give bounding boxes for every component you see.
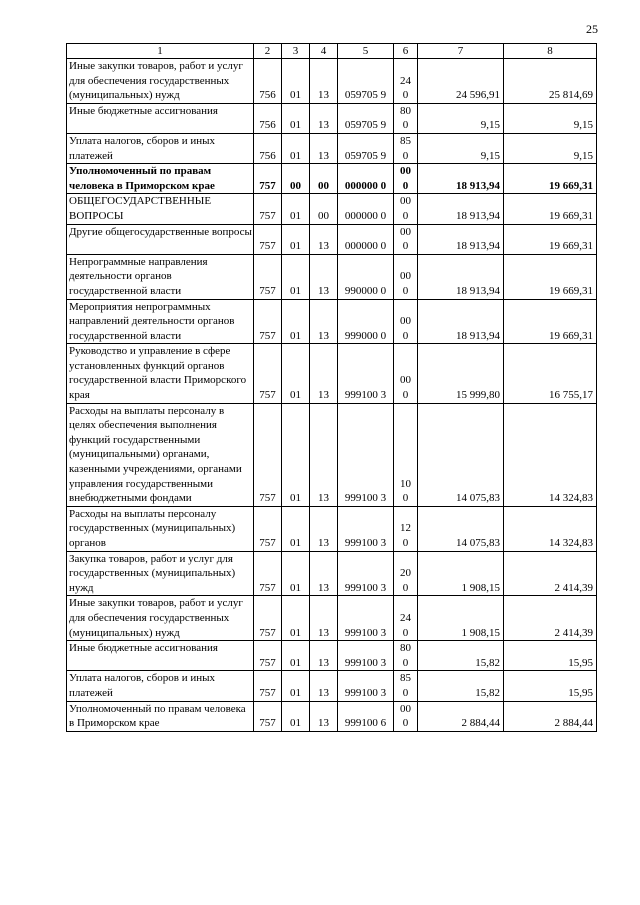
row-section-code: 01 bbox=[282, 59, 310, 104]
row-amount-col7: 1 908,15 bbox=[418, 596, 504, 641]
row-subsection-code: 13 bbox=[310, 671, 338, 701]
row-expense-type-part1: 85 bbox=[400, 672, 411, 685]
row-expense-type-part2: 0 bbox=[402, 179, 409, 192]
row-amount-col8: 19 669,31 bbox=[504, 164, 597, 194]
row-target-article-part2: 3 bbox=[380, 537, 387, 549]
row-amount-col7: 18 913,94 bbox=[418, 224, 504, 254]
row-target-article-part2: 0 bbox=[380, 284, 387, 297]
row-expense-type bbox=[394, 103, 418, 133]
row-section-code: 01 bbox=[282, 224, 310, 254]
row-target-article-part2: 0 bbox=[380, 329, 387, 342]
row-target-article bbox=[338, 299, 394, 344]
row-ministry-code: 757 bbox=[254, 671, 282, 701]
row-expense-type-part2: 0 bbox=[402, 581, 409, 594]
row-amount-col7: 18 913,94 bbox=[418, 254, 504, 299]
row-ministry-code: 757 bbox=[254, 596, 282, 641]
row-subsection-code: 13 bbox=[310, 641, 338, 671]
row-subsection-code: 13 bbox=[310, 59, 338, 104]
row-subsection-code: 13 bbox=[310, 224, 338, 254]
row-expense-type-part1: 00 bbox=[400, 374, 411, 387]
row-target-article-part2: 3 bbox=[380, 389, 387, 402]
row-ministry-code: 757 bbox=[254, 641, 282, 671]
row-amount-col7: 1 908,15 bbox=[418, 551, 504, 596]
row-section-code: 01 bbox=[282, 641, 310, 671]
row-expense-type-part1: 80 bbox=[400, 642, 411, 655]
row-subsection-code: 13 bbox=[310, 103, 338, 133]
row-name: Уполномоченный по правам человека в Приморском крае bbox=[67, 164, 254, 194]
row-amount-col7: 24 596,91 bbox=[418, 59, 504, 104]
row-target-article-part2: 3 bbox=[380, 581, 387, 594]
row-target-article-part2: 3 bbox=[380, 656, 387, 669]
row-target-article-part1: 990000 bbox=[344, 284, 378, 297]
table-row bbox=[67, 103, 597, 133]
table-row bbox=[67, 701, 597, 731]
row-ministry-code: 756 bbox=[254, 103, 282, 133]
row-amount-col7: 14 075,83 bbox=[418, 403, 504, 506]
row-name: Иные бюджетные ассигнования bbox=[67, 103, 254, 133]
row-amount-col7: 15,82 bbox=[418, 641, 504, 671]
row-expense-type-part2: 0 bbox=[402, 240, 409, 253]
row-subsection-code: 00 bbox=[310, 164, 338, 194]
row-section-code: 01 bbox=[282, 551, 310, 596]
row-target-article-part1: 999100 bbox=[344, 686, 378, 699]
row-name: Мероприятия непрограммных направлений деятельности органов государственной власти bbox=[67, 299, 254, 344]
table-row bbox=[67, 403, 597, 506]
row-subsection-code: 13 bbox=[310, 551, 338, 596]
row-name: Иные закупки товаров, работ и услуг для обеспечения государственных (муниципальных) нужд bbox=[67, 59, 254, 104]
col-header: 7 bbox=[418, 44, 504, 59]
row-ministry-code: 757 bbox=[254, 194, 282, 224]
row-expense-type-part1: 00 bbox=[400, 702, 411, 715]
row-ministry-code: 757 bbox=[254, 299, 282, 344]
row-target-article-part1: 999100 bbox=[344, 656, 378, 669]
col-header: 6 bbox=[394, 44, 418, 59]
row-expense-type bbox=[394, 344, 418, 403]
row-name: Уплата налогов, сборов и иных платежей bbox=[67, 671, 254, 701]
row-subsection-code: 13 bbox=[310, 299, 338, 344]
row-expense-type bbox=[394, 254, 418, 299]
table-row bbox=[67, 224, 597, 254]
row-name: Руководство и управление в сфере установленных функций органов государственной власти Приморского края bbox=[67, 344, 254, 403]
row-amount-col8: 15,95 bbox=[504, 641, 597, 671]
table-row bbox=[67, 133, 597, 163]
row-subsection-code: 00 bbox=[310, 194, 338, 224]
row-target-article bbox=[338, 596, 394, 641]
row-amount-col7: 9,15 bbox=[418, 133, 504, 163]
row-amount-col7: 18 913,94 bbox=[418, 194, 504, 224]
row-target-article-part2: 9 bbox=[380, 119, 387, 132]
row-target-article bbox=[338, 641, 394, 671]
row-expense-type-part2: 0 bbox=[402, 686, 409, 699]
row-subsection-code: 13 bbox=[310, 133, 338, 163]
row-section-code: 01 bbox=[282, 194, 310, 224]
row-target-article-part1: 999000 bbox=[344, 329, 378, 342]
row-ministry-code: 757 bbox=[254, 224, 282, 254]
row-target-article bbox=[338, 133, 394, 163]
row-expense-type bbox=[394, 701, 418, 731]
row-target-article bbox=[338, 194, 394, 224]
row-expense-type-part1: 20 bbox=[400, 567, 411, 580]
row-subsection-code: 13 bbox=[310, 344, 338, 403]
row-amount-col8: 19 669,31 bbox=[504, 299, 597, 344]
table-row bbox=[67, 596, 597, 641]
row-subsection-code: 13 bbox=[310, 506, 338, 551]
row-expense-type bbox=[394, 641, 418, 671]
row-amount-col7: 15 999,80 bbox=[418, 344, 504, 403]
row-target-article-part2: 9 bbox=[380, 149, 387, 162]
row-amount-col8: 15,95 bbox=[504, 671, 597, 701]
row-name: Непрограммные направления деятельности органов государственной власти bbox=[67, 254, 254, 299]
row-section-code: 01 bbox=[282, 133, 310, 163]
row-target-article bbox=[338, 403, 394, 506]
row-expense-type-part2: 0 bbox=[402, 717, 409, 730]
table-row bbox=[67, 344, 597, 403]
row-target-article bbox=[338, 164, 394, 194]
row-expense-type bbox=[394, 59, 418, 104]
row-expense-type-part2: 0 bbox=[402, 537, 409, 549]
row-expense-type-part1: 80 bbox=[400, 104, 411, 117]
row-target-article-part2: 0 bbox=[380, 209, 387, 222]
col-header: 5 bbox=[338, 44, 394, 59]
row-target-article bbox=[338, 506, 394, 551]
row-expense-type-part1: 00 bbox=[400, 315, 411, 328]
table-row bbox=[67, 254, 597, 299]
row-subsection-code: 13 bbox=[310, 403, 338, 506]
table-row bbox=[67, 299, 597, 344]
page-number: 25 bbox=[586, 22, 598, 36]
row-target-article-part1: 999100 bbox=[344, 389, 378, 402]
row-expense-type-part2: 0 bbox=[402, 284, 409, 297]
row-section-code: 01 bbox=[282, 403, 310, 506]
row-expense-type bbox=[394, 194, 418, 224]
row-target-article-part2: 9 bbox=[380, 89, 387, 102]
row-amount-col8: 19 669,31 bbox=[504, 254, 597, 299]
row-amount-col7: 14 075,83 bbox=[418, 506, 504, 551]
row-target-article-part2: 3 bbox=[380, 626, 387, 639]
row-amount-col8: 2 884,44 bbox=[504, 701, 597, 731]
row-target-article-part1: 000000 bbox=[344, 240, 378, 253]
row-amount-col8: 25 814,69 bbox=[504, 59, 597, 104]
row-target-article bbox=[338, 59, 394, 104]
row-ministry-code: 756 bbox=[254, 59, 282, 104]
row-subsection-code: 13 bbox=[310, 254, 338, 299]
row-name: Иные бюджетные ассигнования bbox=[67, 641, 254, 671]
row-target-article-part1: 000000 bbox=[344, 179, 378, 192]
row-name: Закупка товаров, работ и услуг для государственных (муниципальных) нужд bbox=[67, 551, 254, 596]
row-expense-type-part2: 0 bbox=[402, 89, 409, 102]
row-expense-type-part1: 85 bbox=[400, 134, 411, 147]
row-target-article-part1: 059705 bbox=[344, 119, 378, 132]
row-amount-col8: 19 669,31 bbox=[504, 224, 597, 254]
row-name: Другие общегосударственные вопросы bbox=[67, 224, 254, 254]
row-target-article bbox=[338, 551, 394, 596]
row-amount-col7: 9,15 bbox=[418, 103, 504, 133]
col-header: 4 bbox=[310, 44, 338, 59]
row-amount-col8: 2 414,39 bbox=[504, 551, 597, 596]
row-amount-col8: 16 755,17 bbox=[504, 344, 597, 403]
row-ministry-code: 757 bbox=[254, 403, 282, 506]
row-amount-col8: 19 669,31 bbox=[504, 194, 597, 224]
row-amount-col8: 9,15 bbox=[504, 133, 597, 163]
row-expense-type bbox=[394, 506, 418, 551]
row-expense-type bbox=[394, 299, 418, 344]
row-expense-type-part1: 00 bbox=[400, 195, 411, 208]
row-target-article-part1: 059705 bbox=[344, 149, 378, 162]
row-name: Расходы на выплаты персоналу государственных (муниципальных) органов bbox=[67, 506, 254, 551]
row-amount-col7: 15,82 bbox=[418, 671, 504, 701]
row-expense-type bbox=[394, 403, 418, 506]
row-ministry-code: 756 bbox=[254, 133, 282, 163]
row-expense-type-part1: 10 bbox=[400, 477, 411, 490]
table-row bbox=[67, 506, 597, 551]
row-ministry-code: 757 bbox=[254, 164, 282, 194]
row-section-code: 01 bbox=[282, 299, 310, 344]
row-expense-type-part1: 00 bbox=[400, 165, 411, 178]
row-amount-col7: 2 884,44 bbox=[418, 701, 504, 731]
row-expense-type-part2: 0 bbox=[402, 656, 409, 669]
col-header: 3 bbox=[282, 44, 310, 59]
col-header: 1 bbox=[67, 44, 254, 59]
row-amount-col8: 14 324,83 bbox=[504, 403, 597, 506]
row-ministry-code: 757 bbox=[254, 254, 282, 299]
row-section-code: 01 bbox=[282, 344, 310, 403]
row-amount-col7: 18 913,94 bbox=[418, 299, 504, 344]
row-expense-type bbox=[394, 133, 418, 163]
row-subsection-code: 13 bbox=[310, 701, 338, 731]
row-target-article-part1: 999100 bbox=[344, 537, 378, 549]
row-section-code: 01 bbox=[282, 671, 310, 701]
row-expense-type-part1: 24 bbox=[400, 74, 411, 87]
row-ministry-code: 757 bbox=[254, 701, 282, 731]
row-subsection-code: 13 bbox=[310, 596, 338, 641]
row-expense-type-part1: 00 bbox=[400, 270, 411, 283]
row-expense-type-part2: 0 bbox=[402, 389, 409, 402]
table-row bbox=[67, 194, 597, 224]
row-target-article bbox=[338, 701, 394, 731]
row-expense-type-part1: 24 bbox=[400, 611, 411, 624]
row-expense-type bbox=[394, 224, 418, 254]
row-target-article-part2: 3 bbox=[380, 686, 387, 699]
row-target-article-part2: 6 bbox=[380, 717, 387, 730]
row-expense-type-part1: 00 bbox=[400, 225, 411, 238]
row-section-code: 01 bbox=[282, 596, 310, 641]
row-amount-col8: 2 414,39 bbox=[504, 596, 597, 641]
row-amount-col7: 18 913,94 bbox=[418, 164, 504, 194]
table-row bbox=[67, 164, 597, 194]
row-target-article bbox=[338, 344, 394, 403]
row-ministry-code: 757 bbox=[254, 551, 282, 596]
row-section-code: 00 bbox=[282, 164, 310, 194]
row-target-article-part1: 999100 bbox=[344, 581, 378, 594]
row-expense-type bbox=[394, 551, 418, 596]
row-expense-type bbox=[394, 671, 418, 701]
row-target-article-part1: 999100 bbox=[344, 717, 378, 730]
row-expense-type-part2: 0 bbox=[402, 209, 409, 222]
row-expense-type-part1: 12 bbox=[400, 522, 411, 535]
table-row bbox=[67, 59, 597, 104]
row-amount-col8: 9,15 bbox=[504, 103, 597, 133]
row-target-article bbox=[338, 254, 394, 299]
row-name: ОБЩЕГОСУДАРСТВЕННЫЕ ВОПРОСЫ bbox=[67, 194, 254, 224]
row-amount-col8: 14 324,83 bbox=[504, 506, 597, 551]
row-expense-type-part2: 0 bbox=[402, 492, 409, 505]
row-section-code: 01 bbox=[282, 254, 310, 299]
row-expense-type bbox=[394, 596, 418, 641]
row-section-code: 01 bbox=[282, 103, 310, 133]
row-target-article-part1: 999100 bbox=[344, 492, 378, 505]
col-header: 8 bbox=[504, 44, 597, 59]
table-row bbox=[67, 671, 597, 701]
row-target-article-part2: 3 bbox=[380, 492, 387, 505]
row-section-code: 01 bbox=[282, 701, 310, 731]
row-target-article-part2: 0 bbox=[380, 179, 387, 192]
col-header: 2 bbox=[254, 44, 282, 59]
row-target-article bbox=[338, 224, 394, 254]
row-expense-type-part2: 0 bbox=[402, 119, 409, 132]
row-expense-type bbox=[394, 164, 418, 194]
row-section-code: 01 bbox=[282, 506, 310, 551]
row-expense-type-part2: 0 bbox=[402, 626, 409, 639]
budget-table bbox=[66, 43, 597, 732]
row-target-article-part1: 999100 bbox=[344, 626, 378, 639]
row-ministry-code: 757 bbox=[254, 344, 282, 403]
table-row bbox=[67, 641, 597, 671]
table-row bbox=[67, 551, 597, 596]
row-target-article-part2: 0 bbox=[380, 240, 387, 253]
row-name: Уплата налогов, сборов и иных платежей bbox=[67, 133, 254, 163]
row-name: Расходы на выплаты персоналу в целях обеспечения выполнения функций государственными (муниципальными) органами, казенными учреждениями, органами управления государственными внебюджетными фондами bbox=[67, 403, 254, 506]
row-name: Иные закупки товаров, работ и услуг для обеспечения государственных (муниципальных) нужд bbox=[67, 596, 254, 641]
row-expense-type-part2: 0 bbox=[402, 329, 409, 342]
row-target-article-part1: 059705 bbox=[344, 89, 378, 102]
row-ministry-code: 757 bbox=[254, 506, 282, 551]
row-target-article-part1: 000000 bbox=[344, 209, 378, 222]
header-row bbox=[67, 44, 597, 59]
row-target-article bbox=[338, 671, 394, 701]
row-name: Уполномоченный по правам человека в Приморском крае bbox=[67, 701, 254, 731]
row-expense-type-part2: 0 bbox=[402, 149, 409, 162]
row-target-article bbox=[338, 103, 394, 133]
